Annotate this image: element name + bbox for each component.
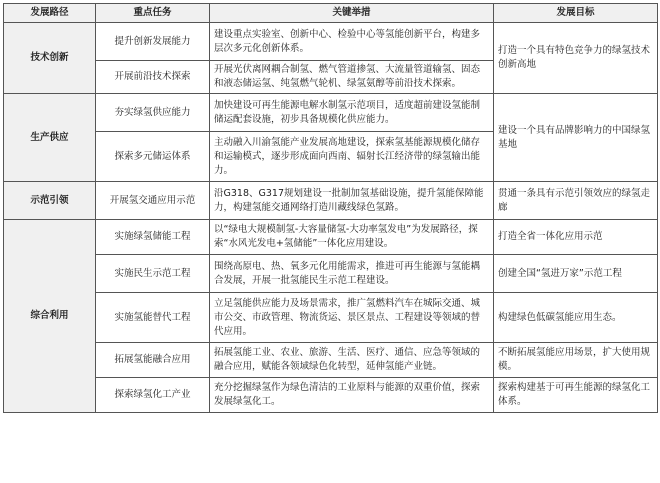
table-row <box>4 255 658 293</box>
cell-key-measure: 加快建设可再生能源电解水制氢示范项目，适度超前建设氢能制储运配套设施，初步具备规模化供应能力。 <box>210 94 494 132</box>
table-row <box>4 23 658 61</box>
table-row <box>4 94 658 132</box>
hydrogen-development-table <box>3 3 658 413</box>
cell-key-task: 开展氢交通应用示范 <box>96 182 210 220</box>
cell-key-task: 开展前沿技术探索 <box>96 61 210 94</box>
cell-key-measure: 以“绿电大规模制氢-大容量储氢-大功率氢发电”为发展路径，探索“水风光发电+氢储能”一体化应用建设。 <box>210 220 494 255</box>
cell-key-task: 实施民生示范工程 <box>96 255 210 293</box>
cell-key-measure: 开展光伏离网耦合制氢、燃气管道掺氢、大流量管道输氢、固态和液态储运氢、纯氢燃气轮机、绿氢氨醇等前沿技术探索。 <box>210 61 494 94</box>
cell-development-goal: 创建全国“氢进万家”示范工程 <box>494 255 658 293</box>
table-row <box>4 343 658 378</box>
cell-key-task: 探索绿氢化工产业 <box>96 378 210 413</box>
cell-development-goal: 探索构建基于可再生能源的绿氢化工体系。 <box>494 378 658 413</box>
cell-development-path: 技术创新 <box>4 23 96 94</box>
cell-key-task: 探索多元储运体系 <box>96 132 210 182</box>
cell-development-goal: 贯通一条具有示范引领效应的绿氢走廊 <box>494 182 658 220</box>
cell-key-measure: 沿G318、G317规划建设一批制加氢基础设施，提升氢能保障能力，构建氢能交通网络打造川藏线绿色氢路。 <box>210 182 494 220</box>
cell-development-goal: 打造一个具有特色竞争力的绿氢技术创新高地 <box>494 23 658 94</box>
table-container <box>3 3 658 413</box>
cell-development-path: 生产供应 <box>4 94 96 182</box>
cell-key-task: 拓展氢能融合应用 <box>96 343 210 378</box>
cell-key-measure: 围绕高原电、热、氧多元化用能需求，推进可再生能源与氢能耦合发展，开展一批氢能民生示范工程建设。 <box>210 255 494 293</box>
header-goal: 发展目标 <box>494 4 658 23</box>
table-row <box>4 220 658 255</box>
cell-key-measure: 主动融入川渝氢能产业发展高地建设，探索氢基能源规模化储存和运输模式，逐步形成面向西南、辐射长江经济带的绿氢输出能力。 <box>210 132 494 182</box>
cell-key-measure: 拓展氢能工业、农业、旅游、生活、医疗、通信、应急等领域的融合应用，赋能各领域绿色化转型，延伸氢能产业链。 <box>210 343 494 378</box>
cell-development-goal: 不断拓展氢能应用场景，扩大使用规模。 <box>494 343 658 378</box>
header-path: 发展路径 <box>4 4 96 23</box>
header-task: 重点任务 <box>96 4 210 23</box>
cell-development-goal: 构建绿色低碳氢能应用生态。 <box>494 293 658 343</box>
cell-key-task: 提升创新发展能力 <box>96 23 210 61</box>
table-row <box>4 293 658 343</box>
cell-key-measure: 充分挖掘绿氢作为绿色清洁的工业原料与能源的双重价值，探索发展绿氢化工。 <box>210 378 494 413</box>
cell-key-measure: 建设重点实验室、创新中心、检验中心等氢能创新平台，构建多层次多元化创新体系。 <box>210 23 494 61</box>
cell-key-task: 夯实绿氢供应能力 <box>96 94 210 132</box>
table-row <box>4 182 658 220</box>
header-row <box>4 4 658 23</box>
cell-development-goal: 建设一个具有品牌影响力的中国绿氢基地 <box>494 94 658 182</box>
cell-development-path: 综合利用 <box>4 220 96 413</box>
cell-key-task: 实施氢能替代工程 <box>96 293 210 343</box>
table-body <box>4 23 658 413</box>
cell-key-measure: 立足氢能供应能力及场景需求，推广氢燃料汽车在城际交通、城市公交、市政管理、物流货运、景区景点、工程建设等领域的替代应用。 <box>210 293 494 343</box>
cell-development-goal: 打造全省一体化应用示范 <box>494 220 658 255</box>
table-row <box>4 378 658 413</box>
header-measure: 关键举措 <box>210 4 494 23</box>
cell-key-task: 实施绿氢储能工程 <box>96 220 210 255</box>
cell-development-path: 示范引领 <box>4 182 96 220</box>
